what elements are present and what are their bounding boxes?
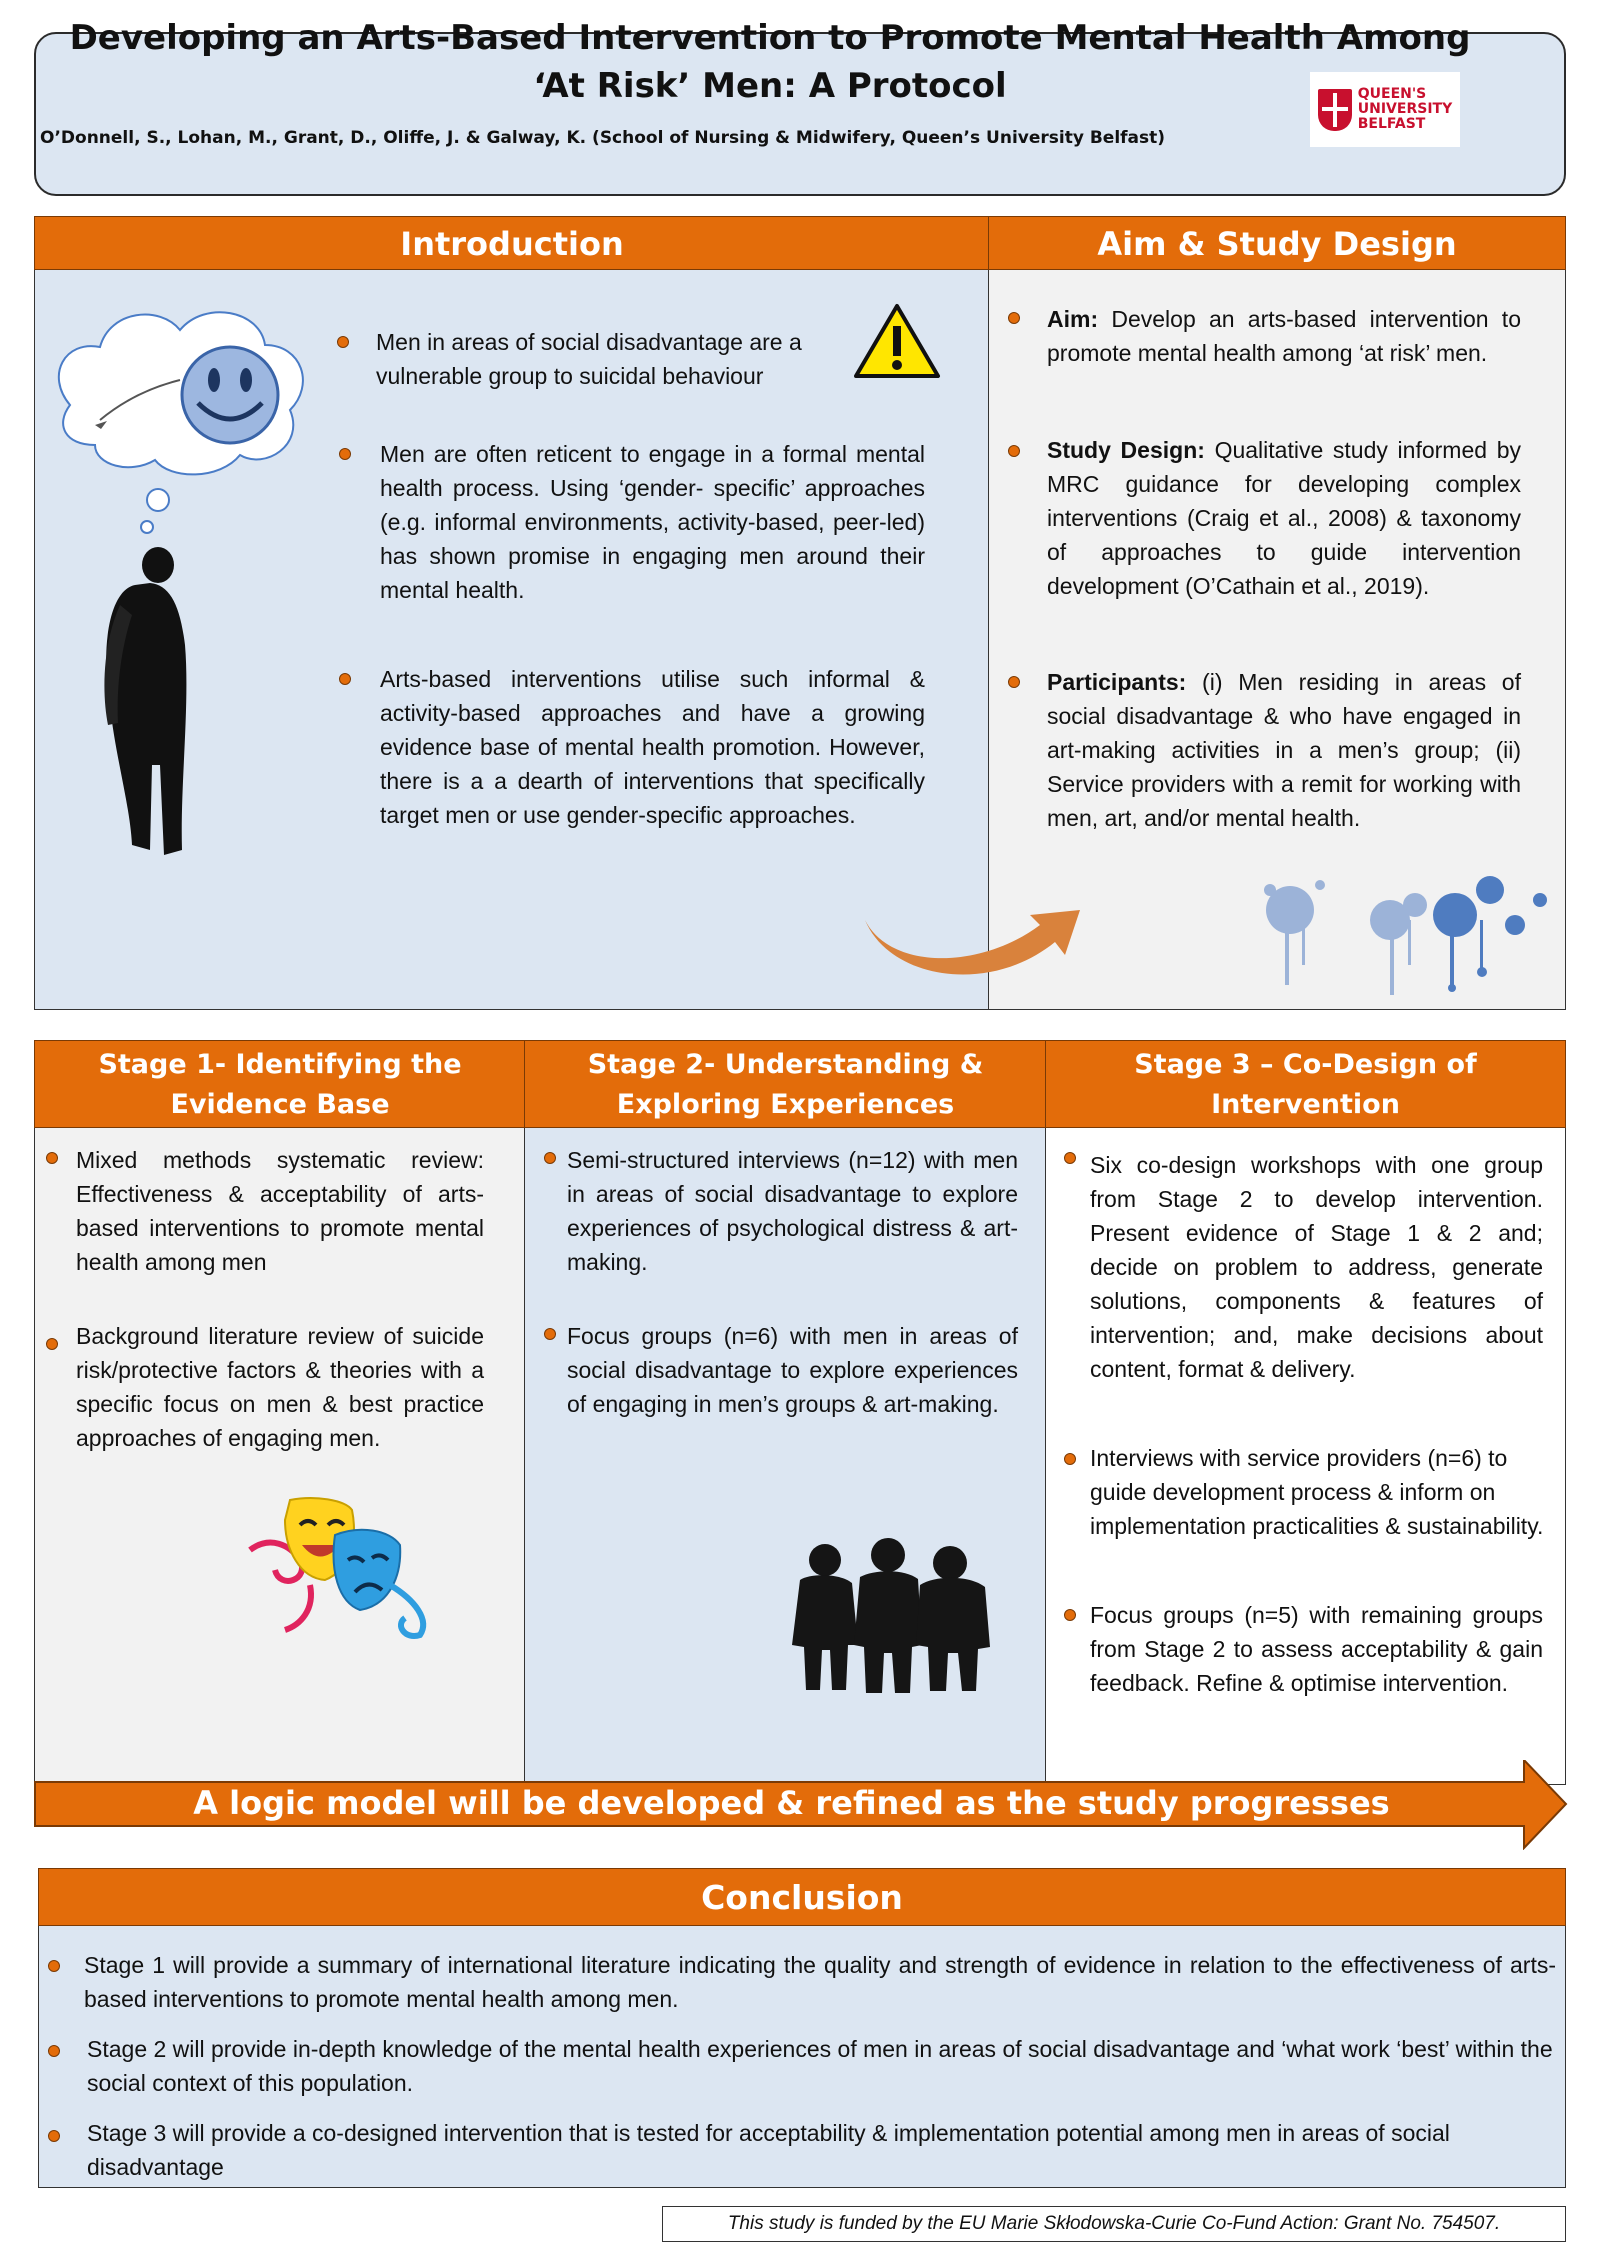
theatre-masks-icon xyxy=(240,1490,440,1640)
stage-3-heading-line-1: Stage 3 – Co-Design of xyxy=(1134,1049,1477,1080)
introduction-heading: Introduction xyxy=(34,216,990,270)
bullet-icon xyxy=(46,1152,58,1164)
warning-icon xyxy=(852,302,942,380)
title-line-2: ‘At Risk’ Men: A Protocol xyxy=(533,66,1007,106)
aim-item-3 xyxy=(1047,665,1521,835)
intro-bullet-1: Men in areas of social disadvantage are a vulnerable group to suicidal behaviour xyxy=(376,329,802,389)
stage-2-heading xyxy=(524,1040,1047,1128)
conclusion-bullet-3: Stage 3 will provide a co-designed intervention that is tested for acceptability & implementation potential among men in areas of social disadvantage xyxy=(87,2120,1450,2180)
conclusion-heading: Conclusion xyxy=(38,1868,1566,1926)
sad-man-icon xyxy=(104,547,186,855)
aim-label: Aim: xyxy=(1047,306,1099,332)
stage-2-bullet-1: Semi-structured interviews (n=12) with men in areas of social disadvantage to explore experiences of psychological distress & art-making. xyxy=(567,1147,1018,1275)
bullet-icon xyxy=(339,673,351,685)
intro-bullet-2: Men are often reticent to engage in a formal mental health process. Using ‘gender- specific’ approaches (e.g. informal environments, activity-based, peer-led) has shown promise in engaging men around their mental health. xyxy=(380,441,925,603)
bullet-icon xyxy=(1064,1453,1076,1465)
thought-bubble-icon xyxy=(40,285,330,865)
stage-3-bullet-3: Focus groups (n=5) with remaining groups from Stage 2 to assess acceptability & gain feedback. Refine & optimise intervention. xyxy=(1090,1602,1543,1696)
stage-3-heading-line-2: Intervention xyxy=(1211,1089,1400,1120)
bullet-icon xyxy=(337,336,349,348)
conclusion-bullet-2: Stage 2 will provide in-depth knowledge of the mental health experiences of men in areas of social disadvantage and ‘what work ‘best’ within the social context of this population. xyxy=(87,2036,1553,2096)
intro-bullet-3: Arts-based interventions utilise such informal & activity-based approaches and have a growing evidence base of mental health promotion. However, there is a a dearth of interventions that specifically target men or use gender-specific approaches. xyxy=(380,666,925,828)
page-title xyxy=(60,14,1480,110)
study-design-text: Qualitative study informed by MRC guidance for developing complex interventions (Craig et al., 2008) & taxonomy of approaches to guide intervention development (O’Cathain et al., 2019). xyxy=(1047,437,1521,599)
aim-item-2 xyxy=(1047,433,1521,603)
bullet-icon xyxy=(46,1338,58,1350)
logo-line-1: QUEEN'S xyxy=(1357,86,1427,102)
stage-1-bullet-2: Background literature review of suicide risk/protective factors & theories with a specific focus on men & best practice approaches of engaging men. xyxy=(76,1323,484,1451)
bullet-icon xyxy=(48,1960,60,1972)
bullet-icon xyxy=(48,2045,60,2057)
participants-label: Participants: xyxy=(1047,669,1187,695)
bullet-icon xyxy=(544,1152,556,1164)
bullet-icon xyxy=(1008,676,1020,688)
shield-icon xyxy=(1318,89,1352,131)
stage-2-heading-line-1: Stage 2- Understanding & xyxy=(587,1049,984,1080)
logo-line-2: UNIVERSITY xyxy=(1357,101,1453,117)
stage-2-heading-line-2: Exploring Experiences xyxy=(616,1089,955,1120)
university-logo xyxy=(1310,72,1460,147)
bullet-icon xyxy=(1008,312,1020,324)
stage-1-heading-line-2: Evidence Base xyxy=(170,1089,390,1120)
stage-3-bullet-1: Six co-design workshops with one group from Stage 2 to develop intervention. Present evidence of Stage 1 & 2 and; decide on problem to address, generate solutions, components & features of intervention; and, make decisions about content, format & delivery. xyxy=(1090,1152,1543,1382)
title-line-1: Developing an Arts-Based Intervention to Promote Mental Health Among xyxy=(69,18,1471,58)
aim-text: Develop an arts-based intervention to promote mental health among ‘at risk’ men. xyxy=(1047,306,1521,366)
funding-note: This study is funded by the EU Marie Skłodowska-Curie Co-Fund Action: Grant No. 754507. xyxy=(662,2206,1566,2242)
bullet-icon xyxy=(1064,1152,1076,1164)
logic-model-text: A logic model will be developed & refined as the study progresses xyxy=(193,1784,1390,1822)
aim-heading: Aim & Study Design xyxy=(988,216,1566,270)
authors: O’Donnell, S., Lohan, M., Grant, D., Oliffe, J. & Galway, K. (School of Nursing & Midwifery, Queen’s University Belfast) xyxy=(40,128,1166,148)
bullet-icon xyxy=(1008,445,1020,457)
stage-2-bullet-2: Focus groups (n=6) with men in areas of social disadvantage to explore experiences of engaging in men’s groups & art-making. xyxy=(567,1323,1018,1417)
logo-line-3: BELFAST xyxy=(1357,116,1426,132)
participants-text: (i) Men residing in areas of social disadvantage & who have engaged in art-making activities in a men’s group; (ii) Service providers with a remit for working with men, art, and/or mental health. xyxy=(1047,669,1521,831)
conclusion-bullet-1: Stage 1 will provide a summary of international literature indicating the quality and strength of evidence in relation to the effectiveness of arts-based interventions to promote mental health among men. xyxy=(84,1952,1556,2012)
stage-1-bullet-1: Mixed methods systematic review: Effectiveness & acceptability of arts-based interventions to promote mental health among men xyxy=(76,1147,484,1275)
bullet-icon xyxy=(1064,1609,1076,1621)
stage-1-heading-line-1: Stage 1- Identifying the xyxy=(98,1049,462,1080)
stage-3-heading xyxy=(1045,1040,1566,1128)
smiley-icon xyxy=(182,347,278,443)
arrow-icon xyxy=(860,870,1090,980)
paint-splash-icon xyxy=(1240,860,1560,1000)
stage-3-bullet-2: Interviews with service providers (n=6) to guide development process & inform on implementation practicalities & sustainability. xyxy=(1090,1445,1544,1539)
bullet-icon xyxy=(48,2130,60,2142)
bullet-icon xyxy=(339,448,351,460)
bullet-icon xyxy=(544,1328,556,1340)
stage-1-heading xyxy=(34,1040,526,1128)
study-design-label: Study Design: xyxy=(1047,437,1205,463)
aim-item-1 xyxy=(1047,302,1521,370)
men-group-icon xyxy=(780,1535,1000,1695)
